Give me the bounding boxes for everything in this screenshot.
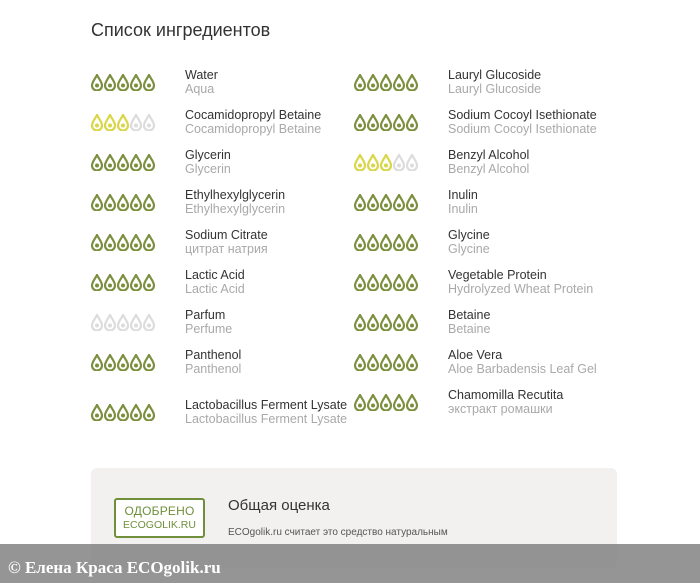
ingredient-names <box>448 148 616 176</box>
ingredient-name: Ethylhexylglycerin <box>185 188 286 202</box>
rating-drops <box>354 154 448 171</box>
approved-badge <box>114 498 205 538</box>
rating-drops <box>91 154 185 171</box>
rating-drops <box>354 74 448 91</box>
drop-icon <box>130 194 142 211</box>
rating-drops <box>91 404 185 421</box>
drop-icon <box>367 114 379 131</box>
drop-icon <box>91 354 103 371</box>
ingredient-names <box>185 308 353 336</box>
drop-icon <box>143 314 155 331</box>
rating-drops <box>354 234 448 251</box>
ingredient-row <box>354 382 616 422</box>
drop-icon <box>406 354 418 371</box>
drop-icon <box>406 114 418 131</box>
drop-icon <box>91 194 103 211</box>
ingredient-alt-name: Lactobacillus Ferment Lysate <box>185 412 348 426</box>
drop-icon <box>91 314 103 331</box>
badge-line1: ОДОБРЕНО <box>124 504 195 518</box>
drop-icon <box>143 114 155 131</box>
ingredient-names <box>185 268 353 296</box>
drop-icon <box>91 74 103 91</box>
ingredient-alt-name: Aqua <box>185 82 215 96</box>
ingredient-row <box>91 102 353 142</box>
rating-drops <box>354 194 448 211</box>
ingredient-names <box>448 388 616 416</box>
drop-icon <box>91 274 103 291</box>
drop-icon <box>104 154 116 171</box>
rating-drops <box>354 314 448 331</box>
drop-icon <box>367 314 379 331</box>
ingredient-alt-name: Ethylhexylglycerin <box>185 202 286 216</box>
drop-icon <box>393 154 405 171</box>
drop-icon <box>117 354 129 371</box>
drop-icon <box>130 274 142 291</box>
ingredient-name: Betaine <box>448 308 491 322</box>
drop-icon <box>354 354 366 371</box>
ingredient-row <box>354 102 616 142</box>
ingredient-alt-name: Hydrolyzed Wheat Protein <box>448 282 594 296</box>
rating-drops <box>91 274 185 291</box>
drop-icon <box>130 314 142 331</box>
ingredient-names <box>185 348 353 376</box>
drop-icon <box>367 194 379 211</box>
drop-icon <box>393 274 405 291</box>
ingredient-row <box>91 262 353 302</box>
ingredient-name: Sodium Cocoyl Isethionate <box>448 108 597 122</box>
ingredient-row <box>91 342 353 382</box>
drop-icon <box>91 404 103 421</box>
drop-icon <box>393 114 405 131</box>
drop-icon <box>380 394 392 411</box>
ingredient-name: Sodium Citrate <box>185 228 268 242</box>
drop-icon <box>104 274 116 291</box>
ingredients-right-column <box>354 62 616 422</box>
ingredient-row <box>91 62 353 102</box>
ingredient-names <box>185 398 353 426</box>
drop-icon <box>354 234 366 251</box>
ingredient-alt-name: Lauryl Glucoside <box>448 82 542 96</box>
drop-icon <box>380 274 392 291</box>
page-title: Список ингредиентов <box>91 20 271 40</box>
drop-icon <box>367 394 379 411</box>
drop-icon <box>367 354 379 371</box>
ingredient-row <box>354 262 616 302</box>
ingredient-alt-name: цитрат натрия <box>185 242 268 256</box>
drop-icon <box>393 314 405 331</box>
ingredient-name: Cocamidopropyl Betaine <box>185 108 322 122</box>
ingredient-name: Chamomilla Recutita <box>448 388 564 402</box>
drop-icon <box>367 234 379 251</box>
drop-icon <box>117 314 129 331</box>
rating-drops <box>354 354 448 371</box>
ingredient-names <box>185 148 353 176</box>
ingredient-name: Lauryl Glucoside <box>448 68 542 82</box>
ingredient-name: Vegetable Protein <box>448 268 547 282</box>
drop-icon <box>380 154 392 171</box>
drop-icon <box>393 394 405 411</box>
ingredient-row <box>91 382 353 442</box>
drop-icon <box>393 234 405 251</box>
ingredient-row <box>354 222 616 262</box>
ingredient-names <box>448 308 616 336</box>
drop-icon <box>117 74 129 91</box>
ingredient-names <box>448 228 616 256</box>
rating-drops <box>354 114 448 131</box>
drop-icon <box>143 404 155 421</box>
drop-icon <box>130 154 142 171</box>
drop-icon <box>354 274 366 291</box>
drop-icon <box>380 74 392 91</box>
drop-icon <box>117 404 129 421</box>
ingredient-name: Benzyl Alcohol <box>448 148 530 162</box>
drop-icon <box>406 274 418 291</box>
drop-icon <box>354 114 366 131</box>
drop-icon <box>354 194 366 211</box>
ingredient-name: Lactobacillus Ferment Lysate <box>185 398 348 412</box>
drop-icon <box>354 314 366 331</box>
drop-icon <box>143 274 155 291</box>
drop-icon <box>117 274 129 291</box>
drop-icon <box>104 354 116 371</box>
ingredient-alt-name: Benzyl Alcohol <box>448 162 530 176</box>
drop-icon <box>143 234 155 251</box>
ingredient-alt-name: экстракт ромашки <box>448 402 553 416</box>
ingredient-name: Panthenol <box>185 348 242 362</box>
card-title: Общая оценка <box>228 497 330 514</box>
badge-line2: ECOGOLIK.RU <box>123 519 196 531</box>
drop-icon <box>130 234 142 251</box>
drop-icon <box>380 354 392 371</box>
ingredient-names <box>448 108 616 136</box>
drop-icon <box>367 274 379 291</box>
drop-icon <box>130 404 142 421</box>
ingredient-alt-name: Glycine <box>448 242 490 256</box>
ingredient-names <box>185 68 353 96</box>
rating-drops <box>91 74 185 91</box>
rating-drops <box>91 194 185 211</box>
drop-icon <box>143 154 155 171</box>
rating-drops <box>91 354 185 371</box>
drop-icon <box>143 74 155 91</box>
ingredient-alt-name: Inulin <box>448 202 478 216</box>
rating-drops <box>91 314 185 331</box>
drop-icon <box>143 354 155 371</box>
drop-icon <box>104 74 116 91</box>
drop-icon <box>380 114 392 131</box>
ingredient-names <box>448 268 616 296</box>
ingredient-names <box>448 68 616 96</box>
drop-icon <box>91 114 103 131</box>
drop-icon <box>143 194 155 211</box>
ingredient-alt-name: Aloe Barbadensis Leaf Gel <box>448 362 597 376</box>
rating-drops <box>354 394 448 411</box>
drop-icon <box>354 154 366 171</box>
ingredient-names <box>185 228 353 256</box>
drop-icon <box>104 234 116 251</box>
ingredient-name: Water <box>185 68 218 82</box>
rating-drops <box>354 274 448 291</box>
drop-icon <box>117 194 129 211</box>
drop-icon <box>380 194 392 211</box>
ingredients-left-column <box>91 62 353 442</box>
rating-drops <box>91 234 185 251</box>
ingredient-row <box>91 182 353 222</box>
ingredient-row <box>354 302 616 342</box>
drop-icon <box>393 194 405 211</box>
ingredient-names <box>185 108 353 136</box>
ingredient-names <box>448 348 616 376</box>
drop-icon <box>380 234 392 251</box>
drop-icon <box>406 394 418 411</box>
drop-icon <box>117 154 129 171</box>
drop-icon <box>406 234 418 251</box>
drop-icon <box>130 354 142 371</box>
drop-icon <box>104 114 116 131</box>
ingredient-alt-name: Sodium Cocoyl Isethionate <box>448 122 597 136</box>
drop-icon <box>380 314 392 331</box>
ingredient-name: Glycerin <box>185 148 231 162</box>
drop-icon <box>367 154 379 171</box>
ingredient-row <box>91 302 353 342</box>
ingredient-name: Lactic Acid <box>185 268 245 282</box>
drop-icon <box>367 74 379 91</box>
ingredient-alt-name: Panthenol <box>185 362 242 376</box>
ingredient-row <box>354 342 616 382</box>
ingredient-alt-name: Glycerin <box>185 162 231 176</box>
watermark: © Елена Краса ECOgolik.ru <box>0 544 700 583</box>
drop-icon <box>393 74 405 91</box>
ingredient-alt-name: Betaine <box>448 322 491 336</box>
ingredient-names <box>448 188 616 216</box>
drop-icon <box>406 314 418 331</box>
ingredient-alt-name: Perfume <box>185 322 233 336</box>
ingredient-row <box>354 142 616 182</box>
rating-drops <box>91 114 185 131</box>
ingredient-name: Parfum <box>185 308 226 322</box>
drop-icon <box>130 114 142 131</box>
ingredient-alt-name: Lactic Acid <box>185 282 245 296</box>
drop-icon <box>393 354 405 371</box>
ingredient-name: Glycine <box>448 228 490 242</box>
ingredient-name: Aloe Vera <box>448 348 503 362</box>
ingredient-name: Inulin <box>448 188 478 202</box>
drop-icon <box>406 194 418 211</box>
ingredient-row <box>354 62 616 102</box>
drop-icon <box>406 74 418 91</box>
drop-icon <box>91 234 103 251</box>
drop-icon <box>354 394 366 411</box>
drop-icon <box>104 314 116 331</box>
card-text: ECOgolik.ru считает это средство натуральным <box>228 527 448 538</box>
ingredient-row <box>91 142 353 182</box>
ingredient-alt-name: Cocamidopropyl Betaine <box>185 122 322 136</box>
ingredient-row <box>91 222 353 262</box>
drop-icon <box>130 74 142 91</box>
drop-icon <box>104 194 116 211</box>
drop-icon <box>104 404 116 421</box>
drop-icon <box>91 154 103 171</box>
ingredient-row <box>354 182 616 222</box>
drop-icon <box>354 74 366 91</box>
ingredient-names <box>185 188 353 216</box>
drop-icon <box>117 114 129 131</box>
drop-icon <box>117 234 129 251</box>
drop-icon <box>406 154 418 171</box>
